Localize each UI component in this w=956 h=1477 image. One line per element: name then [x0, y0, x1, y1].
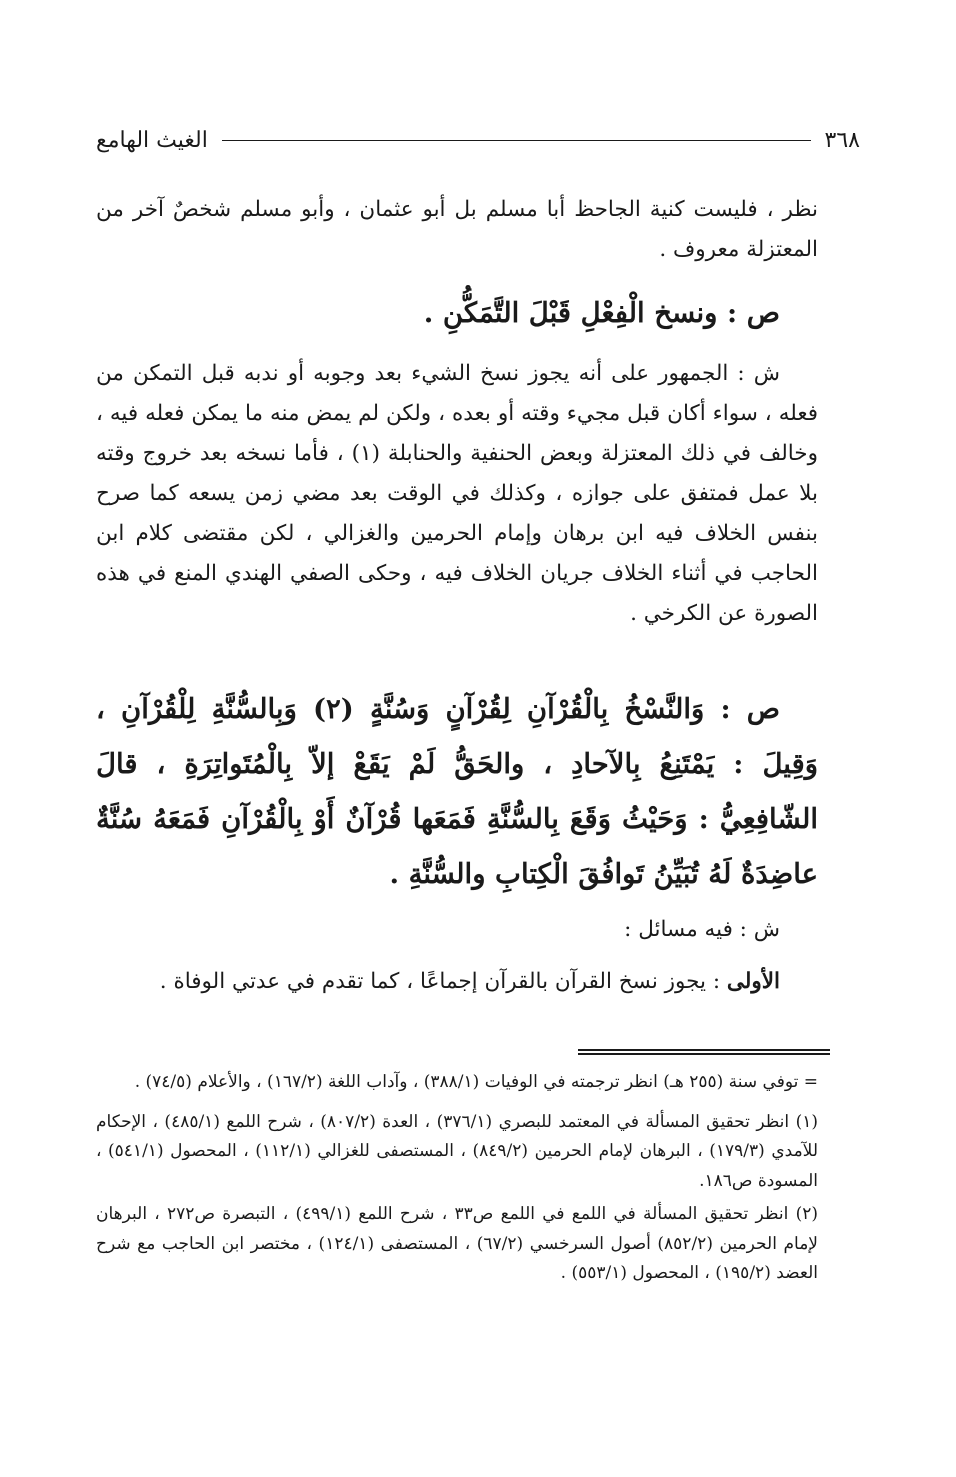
running-title: الغيث الهامع: [96, 127, 208, 153]
matn-statement-1: ص : ونسخ الْفِعْلِ قَبْلَ التَّمَكُّنِ .: [423, 297, 780, 329]
page-header: [96, 120, 860, 160]
issue-first-label: الأولى: [726, 969, 780, 994]
sharh-intro: ش : فيه مسائل :: [624, 917, 780, 942]
page-number: ٣٦٨: [824, 127, 860, 153]
header-rule: [222, 140, 811, 141]
footnote-1: (١) انظر تحقيق المسألة في المعتمد للبصري (٣٧٦/١) ، العدة (٨٠٧/٢) ، شرح اللمع (٤٨٥/١) ، الإحكام للآمدي (١٧٩/٣) ، البرهان لإمام الحرمين (٨٤٩/٢) ، المستصفى للغزالي (١١٢/١) ، المحصول (٥٤١/١) ، المسودة ص١٨٦.: [96, 1111, 818, 1191]
footnote-continued: = توفي سنة (٢٥٥ هـ) انظر ترجمته في الوفيات (٣٨٨/١) ، وآداب اللغة (١٦٧/٢) ، والأعلام (٧٤/٥) .: [134, 1072, 818, 1092]
footnote-separator: [578, 1049, 830, 1055]
footnote-2: (٢) انظر تحقيق المسألة في اللمع في اللمع ص٣٣ ، شرح اللمع (٤٩٩/١) ، التبصرة ص٢٧٢ ، البرهان لإمام الحرمين (٨٥٢/٢) أصول السرخسي (٦٧/٢) ، المستصفى (١٢٤/١) ، مختصر ابن الحاجب مع شرح العضد (١٩٥/٢) ، المحصول (٥٥٣/١) .: [96, 1204, 818, 1283]
matn-statement-2: ص : وَالنَّسْخُ بِالْقُرْآنِ لِقُرْآنٍ وَسُنَّةٍ (٢) وَبِالسُّنَّةِ لِلْقُرْآنِ ، وَقِيلَ : يَمْتَنِعُ بِالآحادِ ، والحَقُّ لَمْ يَقَعْ إلاّ بِالْمُتَواتِرَةِ ، قالَ الشّافِعِيُّ : وَحَيْثُ وَقَعَ بِالسُّنَّةِ فَمَعَها قُرْآنٌ أَوْ بِالْقُرْآنِ فَمَعَهُ سُنَّةٌ عاضِدَةٌ لَهُ تُبَيِّنُ تَوافُقَ الْكِتابِ والسُّنَّةِ .: [96, 693, 818, 890]
sharh-paragraph-1: ش : الجمهور على أنه يجوز نسخ الشيء بعد وجوبه أو ندبه قبل التمكن من فعله ، سواء أكان قبل مجيء وقته أو بعده ، ولكن لم يمض منه ما يمكن فعله فيه ، وخالف في ذلك المعتزلة وبعض الحنفية والحنابلة (١) ، فأما نسخه بعد خروج وقته بلا عمل فمتفق على جوازه ، وكذلك في الوقت بعد مضي زمن يسعه كما صرح بنفس الخلاف فيه ابن برهان وإمام الحرمين والغزالي ، لكن مقتضى كلام ابن الحاجب في أثناء الخلاف جريان الخلاف فيه ، وحكى الصفي الهندي المنع في هذه الصورة عن الكرخي .: [96, 361, 818, 626]
issue-first-text: : يجوز نسخ القرآن بالقرآن إجماعًا ، كما تقدم في عدتي الوفاة .: [159, 969, 727, 994]
issue-first: [96, 962, 818, 1002]
paragraph-continuation: نظر ، فليست كنية الجاحظ أبا مسلم بل أبو عثمان ، وأبو مسلم شخصٌ آخر من المعتزلة معروف .: [96, 197, 818, 262]
footnotes: [96, 1068, 818, 1293]
